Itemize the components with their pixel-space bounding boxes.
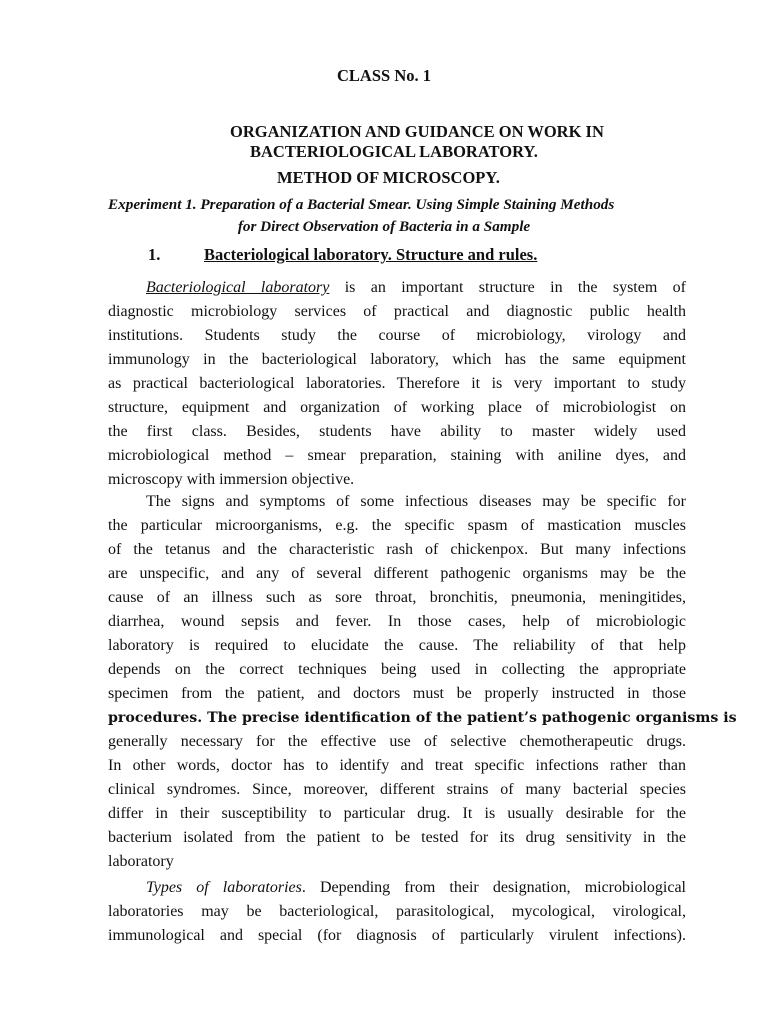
paragraph-line: as practical bacteriological laboratories. Therefore it is very important to study (108, 375, 686, 392)
paragraph-bacteriological-laboratory (108, 276, 686, 492)
paragraph-line: generally necessary for the effective use of selective chemotherapeutic drugs. (108, 733, 686, 750)
paragraph-line: immunology in the bacteriological laboratory, which has the same equipment (108, 351, 686, 368)
paragraph-line: Types of laboratories. Depending from their designation, microbiological (146, 879, 686, 896)
paragraph-line: the first class. Besides, students have ability to master widely used (108, 423, 686, 440)
paragraph-line: laboratory (108, 853, 174, 870)
paragraph-line: diarrhea, wound sepsis and fever. In those cases, help of microbiologic (108, 613, 686, 630)
paragraph-line: bacterium isolated from the patient to be tested for its drug sensitivity in the (108, 829, 686, 846)
paragraph-line: immunological and special (for diagnosis of particularly virulent infections). (108, 927, 686, 944)
paragraph-line: of the tetanus and the characteristic rash of chickenpox. But many infections (108, 541, 686, 558)
paragraph-line: the particular microorganisms, e.g. the specific spasm of mastication muscles (108, 517, 686, 534)
paragraph-line: clinical syndromes. Since, moreover, different strains of many bacterial species (108, 781, 686, 798)
paragraph-line: In other words, doctor has to identify and treat specific infections rather than (108, 757, 686, 774)
paragraph-line: laboratory is required to elucidate the cause. The reliability of that help (108, 637, 686, 654)
paragraph-line: depends on the correct techniques being used in collecting the appropriate (108, 661, 686, 678)
paragraph-bold-line: procedures. The precise identification of the patient’s pathogenic organisms is (108, 710, 737, 726)
section-number: 1. (148, 245, 161, 264)
paragraph-line: institutions. Students study the course of microbiology, virology and (108, 327, 686, 344)
paragraph-line: differ in their susceptibility to particular drug. It is usually desirable for the (108, 805, 686, 822)
class-heading: CLASS No. 1 (337, 66, 431, 85)
section-title: Bacteriological laboratory. Structure and rules. (204, 245, 538, 264)
paragraph-line: The signs and symptoms of some infectious diseases may be specific for (146, 493, 686, 510)
paragraph-line: Bacteriological laboratory is an important structure in the system of (146, 279, 686, 296)
experiment-title-line-2: for Direct Observation of Bacteria in a Sample (237, 218, 531, 235)
paragraph-line: microbiological method – smear preparation, staining with aniline dyes, and (108, 447, 686, 464)
paragraph-line: structure, equipment and organization of working place of microbiologist on (108, 399, 686, 416)
title-line-2: BACTERIOLOGICAL LABORATORY. (250, 142, 538, 161)
lead-term: Bacteriological laboratory (146, 279, 330, 296)
paragraph-line: diagnostic microbiology services of practical and diagnostic public health (108, 303, 686, 320)
title-line-1: ORGANIZATION AND GUIDANCE ON WORK IN (230, 122, 604, 141)
paragraph-types-of-laboratories (108, 876, 686, 948)
paragraph-line: microscopy with immersion objective. (108, 471, 355, 488)
paragraph-line: cause of an illness such as sore throat, bronchitis, pneumonia, meningitides, (108, 589, 686, 606)
paragraph-line: are unspecific, and any of several different pathogenic organisms may be the (108, 565, 686, 582)
paragraph-line: laboratories may be bacteriological, parasitological, mycological, virological, (108, 903, 686, 920)
paragraph-signs-and-symptoms (108, 490, 737, 874)
paragraph-line: specimen from the patient, and doctors must be properly instructed in those (108, 685, 686, 702)
method-heading: METHOD OF MICROSCOPY. (277, 168, 500, 187)
experiment-title-line-1: Experiment 1. Preparation of a Bacterial Smear. Using Simple Staining Methods (108, 196, 615, 213)
lead-term: Types of laboratories (146, 879, 302, 896)
